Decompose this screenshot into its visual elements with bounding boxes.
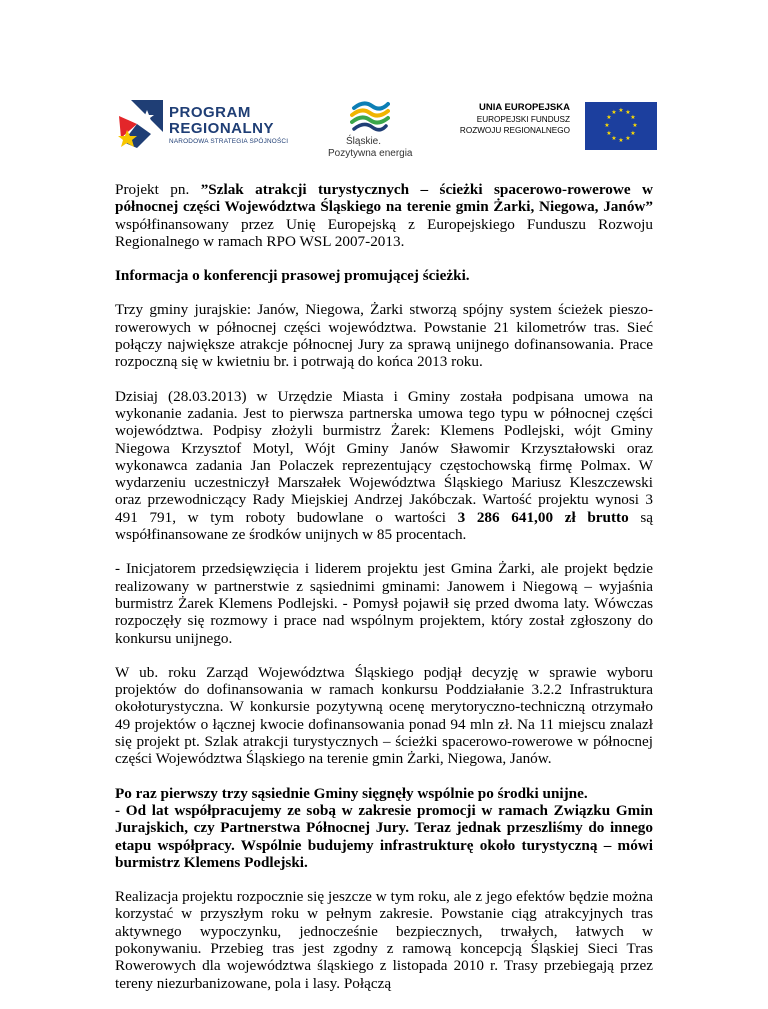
logo-line-program: PROGRAM <box>169 104 251 121</box>
eu-line-fundusz: EUROPEJSKI FUNDUSZ <box>476 115 570 124</box>
eu-line-rozwoju: ROZWOJU REGIONALNEGO <box>459 126 570 135</box>
svg-text:★: ★ <box>606 114 612 121</box>
svg-text:★: ★ <box>625 135 631 142</box>
slaskie-name: Śląskie. <box>346 136 382 147</box>
paragraph-2-amount: 3 286 641,00 zł brutto <box>457 508 629 526</box>
program-regionalny-logo <box>117 98 307 156</box>
project-title: ”Szlak atrakcji turystycznych – ścieżki spacerowo-rowerowe w północnej części Województwa Śląskiego na terenie gmin Żarki, Niegowa, Janów” <box>115 181 653 216</box>
paragraph-5-quote <box>115 802 653 871</box>
eu-flag-icon <box>585 102 657 150</box>
star-emblem-icon <box>117 98 169 156</box>
paragraph-1: Trzy gminy jurajskie: Janów, Niegowa, Żarki stworzą spójny system ścieżek pieszo-rowerowych w północnej części województwa. Powstanie 21 kilometrów tras. Sieć połączy największe atrakcje północnej Jury za sprawą unijnego dofinansowania. Prace rozpoczną się w kwietniu br. i potrwają do końca 2013 roku. <box>115 301 653 371</box>
svg-text:★: ★ <box>632 122 638 129</box>
intro-prefix: Projekt pn. <box>115 181 201 198</box>
svg-text:★: ★ <box>630 114 636 121</box>
eu-line-unia: UNIA EUROPEJSKA <box>479 102 570 113</box>
svg-text:★: ★ <box>611 135 617 142</box>
intro-suffix: współfinansowany przez Unię Europejską z Europejskiego Funduszu Rozwoju Regionalnego w ramach RPO WSL 2007-2013. <box>115 215 653 250</box>
svg-text:★: ★ <box>630 130 636 137</box>
logo-line-regionalny: REGIONALNY <box>169 120 275 137</box>
paragraph-2 <box>115 388 653 544</box>
paragraph-5-heading <box>115 785 653 802</box>
slaskie-tagline: Pozytywna energia <box>328 148 413 159</box>
svg-text:★: ★ <box>618 137 624 144</box>
intro-paragraph <box>115 181 653 250</box>
p5-quote-text: - Od lat współpracujemy ze sobą w zakresie promocji w ramach Związku Gmin Jurajskich, czy Partnerstwa Północnej Jury. Teraz jednak przeszliśmy do innego etapu współpracy. Wspólnie budujemy infrastrukturę około turystyczną – mówi burmistrz Klemens Podlejski. <box>115 801 653 871</box>
wave-emblem-icon <box>350 98 390 134</box>
svg-text:★: ★ <box>625 109 631 116</box>
paragraph-2-tail: są współfinansowane ze środków unijnych w 85 procentach. <box>115 508 653 544</box>
header-logos <box>0 98 768 168</box>
svg-text:★: ★ <box>604 122 610 129</box>
paragraph-6: Realizacja projektu rozpocznie się jeszcze w tym roku, ale z jego efektów będzie można korzystać w przyszłym roku w pełnym zakresie. Powstanie ciąg atrakcyjnych tras aktywnego wypoczynku, jednocześnie bezpiecznych, trwałych, łatwych w pokonywaniu. Przebieg tras jest zgodny z ramową koncepcją Śląskiej Sieci Tras Rowerowych dla województwa śląskiego z listopada 2010 r. Trasy przebiegają przez tereny niezurbanizowane, pola i lasy. Połączą <box>115 888 653 992</box>
slaskie-logo <box>326 98 416 164</box>
paragraph-3: - Inicjatorem przedsięwzięcia i liderem projektu jest Gmina Żarki, ale projekt będzie realizowany w partnerstwie z sąsiednimi gminami: Janowem i Niegową – wyjaśnia burmistrz Żarek Klemens Podlejski. - Pomysł pojawił się przed dwoma laty. Wówczas rozpoczęły się rozmowy i prace nad wspólnym projektem, który został zgłoszony do konkursu unijnego. <box>115 560 653 647</box>
svg-text:★: ★ <box>606 130 612 137</box>
logo-line-strategia: NARODOWA STRATEGIA SPÓJNOŚCI <box>169 138 289 145</box>
section-heading <box>115 267 653 284</box>
p5-heading-text: Po raz pierwszy trzy sąsiednie Gminy sięgnęły wspólnie po środki unijne. <box>115 784 588 802</box>
paragraph-2-text: Dzisiaj (28.03.2013) w Urzędzie Miasta i Gminy została podpisana umowa na wykonanie zadania. Jest to pierwsza partnerska umowa tego typu w północnej części województwa. Podpisy złożyli burmistrz Żarek: Klemens Podlejski, wójt Gminy Niegowa Krzysztof Motyl, Wójt Gminy Janów Sławomir Krzyształowski oraz wykonawca zadania Jan Polaczek reprezentujący częstochowską firmę Polmax. W wydarzeniu uczestniczył Marszałek Województwa Śląskiego Mariusz Kleszczewski oraz przewodniczący Rady Miejskiej Andrzej Jakóbczak. Wartość projektu wynosi 3 491 791, w tym roboty budowlane o wartości <box>115 387 653 526</box>
svg-text:★: ★ <box>611 109 617 116</box>
unia-europejska-logo <box>456 102 656 152</box>
paragraph-4: W ub. roku Zarząd Województwa Śląskiego podjął decyzję w sprawie wyboru projektów do dofinansowania w ramach konkursu Poddziałanie 3.2.2 Infrastruktura okołoturystyczna. W konkursie pozytywną ocenę merytoryczno-techniczną otrzymało 49 projektów o łącznej kwocie dofinansowania ponad 94 mln zł. Na 11 miejscu znalazł się projekt pt. Szlak atrakcji turystycznych – ścieżki spacerowo-rowerowe w północnej części Województwa Śląskiego na terenie gmin Żarki, Niegowa, Janów. <box>115 663 653 768</box>
svg-text:★: ★ <box>618 107 624 114</box>
document-body <box>115 181 653 1009</box>
heading-text: Informacja o konferencji prasowej promującej ścieżki. <box>115 267 470 285</box>
